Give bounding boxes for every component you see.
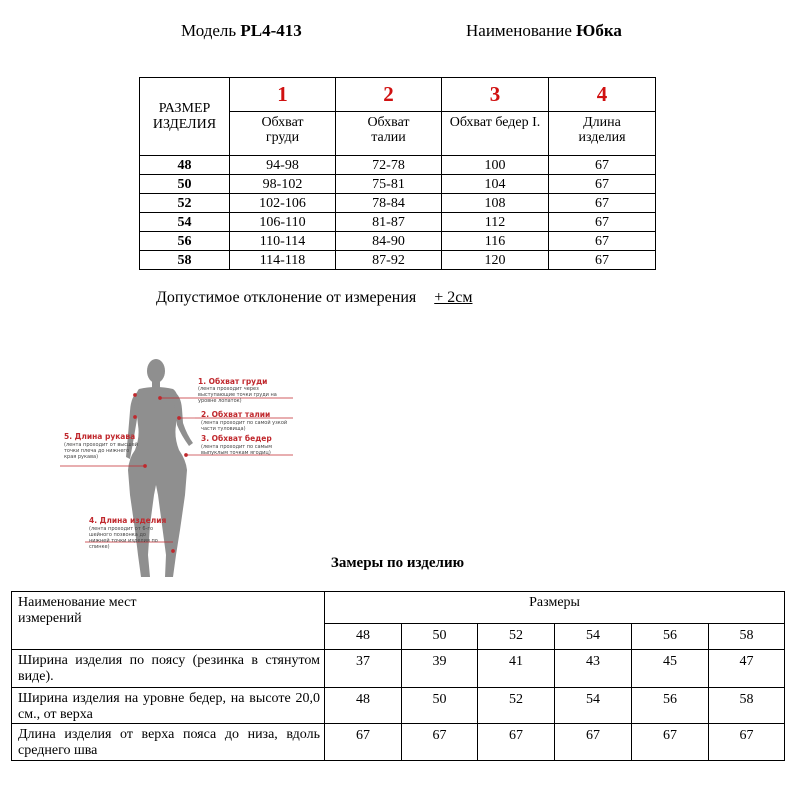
- table-row: [12, 724, 785, 761]
- column-header: Обхват талии: [336, 112, 442, 156]
- cell: 67: [709, 724, 785, 761]
- column-header: Обхват бедер I.: [442, 112, 549, 156]
- model-label: Модель: [181, 21, 237, 40]
- cell: 37: [325, 650, 402, 688]
- name-line: [466, 21, 622, 41]
- cell: 75-81: [336, 175, 442, 194]
- figure-label-title: 3. Обхват бедер: [201, 434, 272, 443]
- cell: 41: [478, 650, 555, 688]
- cell: 102-106: [230, 194, 336, 213]
- table-row: [140, 156, 656, 175]
- cell: 67: [632, 724, 709, 761]
- cell: 81-87: [336, 213, 442, 232]
- measurement-name-header: [12, 592, 325, 650]
- cell: 39: [402, 650, 478, 688]
- tolerance-value: + 2см: [434, 289, 473, 306]
- table-row: [12, 650, 785, 688]
- row-size: 56: [140, 232, 230, 251]
- table-row: [140, 194, 656, 213]
- row-size: 48: [140, 156, 230, 175]
- measurement-name: Длина изделия от верха пояса до низа, вдоль среднего шва: [12, 724, 325, 761]
- cell: 50: [402, 688, 478, 724]
- section-title: Замеры по изделию: [330, 555, 465, 571]
- cell: 67: [549, 213, 656, 232]
- table-row: [140, 232, 656, 251]
- cell: 114-118: [230, 251, 336, 270]
- cell: 67: [478, 724, 555, 761]
- table-row: [140, 251, 656, 270]
- tolerance-note: [156, 289, 472, 307]
- size-header: 56: [632, 624, 709, 650]
- cell: 67: [549, 156, 656, 175]
- figure-label-sub: (лента проходит по самым выпуклым точкам ягодиц): [201, 444, 273, 456]
- cell: 58: [709, 688, 785, 724]
- row-size: 54: [140, 213, 230, 232]
- table-row: [140, 213, 656, 232]
- row-size: 58: [140, 251, 230, 270]
- name-label: Наименование: [466, 21, 572, 40]
- cell: 87-92: [336, 251, 442, 270]
- cell: 54: [555, 688, 632, 724]
- tolerance-text: Допустимое отклонение от измерения: [156, 289, 417, 306]
- measurement-figure: [55, 355, 305, 580]
- cell: 45: [632, 650, 709, 688]
- figure-label-sub: (лента проходит от высшей точки плеча до нижнего края рукава): [64, 442, 138, 460]
- size-header: 52: [478, 624, 555, 650]
- cell: 47: [709, 650, 785, 688]
- cell: 116: [442, 232, 549, 251]
- cell: 67: [325, 724, 402, 761]
- size-header: 58: [709, 624, 785, 650]
- measurements-table: [11, 591, 785, 761]
- cell: 100: [442, 156, 549, 175]
- cell: 98-102: [230, 175, 336, 194]
- cell: 120: [442, 251, 549, 270]
- cell: 43: [555, 650, 632, 688]
- cell: 84-90: [336, 232, 442, 251]
- size-chart-table: [139, 77, 656, 270]
- cell: 67: [549, 232, 656, 251]
- column-number: 1: [230, 78, 336, 112]
- measurement-name: Ширина изделия на уровне бедер, на высоте 20,0 см., от верха: [12, 688, 325, 724]
- sizes-header: Размеры: [325, 592, 785, 624]
- measurement-name-header-text: Наименование мест измерений: [18, 595, 137, 626]
- size-header: 50: [402, 624, 478, 650]
- size-header: 54: [555, 624, 632, 650]
- size-corner-label: РАЗМЕР ИЗДЕЛИЯ: [140, 78, 230, 156]
- table-row: [12, 688, 785, 724]
- cell: 67: [549, 194, 656, 213]
- cell: 67: [555, 724, 632, 761]
- cell: 94-98: [230, 156, 336, 175]
- figure-label-sub: (лента проходит по самой узкой части туловища): [201, 420, 288, 432]
- cell: 108: [442, 194, 549, 213]
- cell: 104: [442, 175, 549, 194]
- cell: 56: [632, 688, 709, 724]
- model-line: [181, 21, 302, 41]
- size-header: 48: [325, 624, 402, 650]
- row-size: 50: [140, 175, 230, 194]
- column-number: 2: [336, 78, 442, 112]
- cell: 52: [478, 688, 555, 724]
- figure-label-title: 5. Длина рукава: [64, 432, 136, 441]
- figure-label-title: 1. Обхват груди: [198, 377, 268, 386]
- cell: 67: [549, 175, 656, 194]
- table-row: [140, 175, 656, 194]
- cell: 67: [402, 724, 478, 761]
- cell: 110-114: [230, 232, 336, 251]
- column-header: Длина изделия: [549, 112, 656, 156]
- cell: 72-78: [336, 156, 442, 175]
- name-value: Юбка: [576, 21, 622, 40]
- measurement-name: Ширина изделия по поясу (резинка в стянутом виде).: [12, 650, 325, 688]
- model-value: PL4-413: [240, 21, 302, 40]
- figure-label-title: 2. Обхват талии: [201, 410, 271, 419]
- cell: 106-110: [230, 213, 336, 232]
- cell: 67: [549, 251, 656, 270]
- figure-label-sub: (лента проходит через выступающие точки груди на уровне лопаток): [198, 386, 277, 404]
- column-number: 4: [549, 78, 656, 112]
- row-size: 52: [140, 194, 230, 213]
- cell: 48: [325, 688, 402, 724]
- figure-label-sub: (лента проходит от 6-го шейного позвонка до нижней точки изделия по спинке): [89, 526, 158, 550]
- figure-label-title: 4. Длина изделия: [89, 516, 167, 525]
- cell: 78-84: [336, 194, 442, 213]
- column-number: 3: [442, 78, 549, 112]
- cell: 112: [442, 213, 549, 232]
- column-header: Обхват груди: [230, 112, 336, 156]
